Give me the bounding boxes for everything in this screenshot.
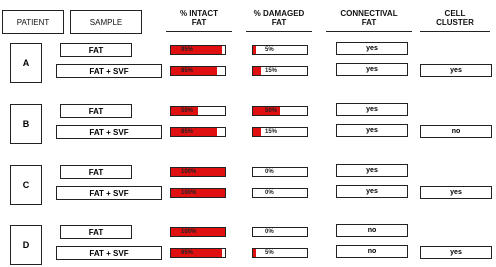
cell-cluster-value: yes — [420, 64, 492, 77]
intact-fat-value: 95% — [181, 47, 194, 53]
sample-box: FAT + SVF — [56, 246, 162, 260]
sample-box: FAT — [60, 225, 132, 239]
header-intact-fat: % INTACT FAT — [166, 4, 232, 32]
damaged-fat-value: 5% — [265, 250, 274, 256]
intact-fat-fill — [171, 128, 217, 136]
damaged-fat-value: 5% — [265, 47, 274, 53]
connectival-fat-value: yes — [336, 42, 408, 55]
damaged-fat-bar — [252, 106, 308, 116]
patient-box-d: D — [10, 225, 42, 265]
patient-box-c: C — [10, 165, 42, 205]
intact-fat-value: 100% — [181, 190, 197, 196]
header-damaged-fat: % DAMAGED FAT — [246, 4, 312, 32]
intact-fat-bar — [170, 167, 226, 177]
intact-fat-value: 95% — [181, 250, 194, 256]
damaged-fat-fill — [253, 128, 261, 136]
intact-fat-fill — [171, 228, 225, 236]
damaged-fat-value: 15% — [265, 68, 278, 74]
connectival-fat-value: yes — [336, 124, 408, 137]
damaged-fat-value: 15% — [265, 129, 278, 135]
damaged-fat-value: 0% — [265, 229, 274, 235]
sample-box: FAT + SVF — [56, 64, 162, 78]
connectival-fat-value: no — [336, 245, 408, 258]
header-connectival-fat: CONNECTIVAL FAT — [326, 4, 412, 32]
intact-fat-fill — [171, 249, 222, 257]
intact-fat-fill — [171, 46, 222, 54]
connectival-fat-value: no — [336, 224, 408, 237]
header-patient: PATIENT — [2, 10, 64, 34]
damaged-fat-fill — [253, 67, 261, 75]
damaged-fat-bar — [252, 248, 308, 258]
sample-box: FAT + SVF — [56, 186, 162, 200]
connectival-fat-value: yes — [336, 63, 408, 76]
intact-fat-fill — [171, 168, 225, 176]
intact-fat-bar — [170, 45, 226, 55]
damaged-fat-bar — [252, 167, 308, 177]
patient-box-b: B — [10, 104, 42, 144]
intact-fat-fill — [171, 67, 217, 75]
connectival-fat-value: yes — [336, 103, 408, 116]
damaged-fat-bar — [252, 66, 308, 76]
sample-box: FAT — [60, 43, 132, 57]
intact-fat-fill — [171, 189, 225, 197]
cell-cluster-value: yes — [420, 246, 492, 259]
damaged-fat-fill — [253, 249, 256, 257]
damaged-fat-value: 0% — [265, 190, 274, 196]
damaged-fat-bar — [252, 45, 308, 55]
intact-fat-bar — [170, 127, 226, 137]
damaged-fat-fill — [253, 46, 256, 54]
header-sample: SAMPLE — [70, 10, 142, 34]
intact-fat-bar — [170, 248, 226, 258]
intact-fat-bar — [170, 66, 226, 76]
connectival-fat-value: yes — [336, 185, 408, 198]
sample-box: FAT + SVF — [56, 125, 162, 139]
intact-fat-value: 85% — [181, 129, 194, 135]
sample-box: FAT — [60, 165, 132, 179]
intact-fat-value: 85% — [181, 68, 194, 74]
cell-cluster-value: yes — [420, 186, 492, 199]
damaged-fat-bar — [252, 127, 308, 137]
damaged-fat-bar — [252, 188, 308, 198]
connectival-fat-value: yes — [336, 164, 408, 177]
intact-fat-value: 100% — [181, 229, 197, 235]
damaged-fat-bar — [252, 227, 308, 237]
intact-fat-bar — [170, 188, 226, 198]
damaged-fat-value: 0% — [265, 169, 274, 175]
damaged-fat-value: 50% — [265, 108, 278, 114]
patient-box-a: A — [10, 43, 42, 83]
sample-box: FAT — [60, 104, 132, 118]
intact-fat-value: 100% — [181, 169, 197, 175]
intact-fat-value: 50% — [181, 108, 194, 114]
header-cell-cluster: CELL CLUSTER — [420, 4, 490, 32]
intact-fat-bar — [170, 227, 226, 237]
cell-cluster-value: no — [420, 125, 492, 138]
intact-fat-bar — [170, 106, 226, 116]
